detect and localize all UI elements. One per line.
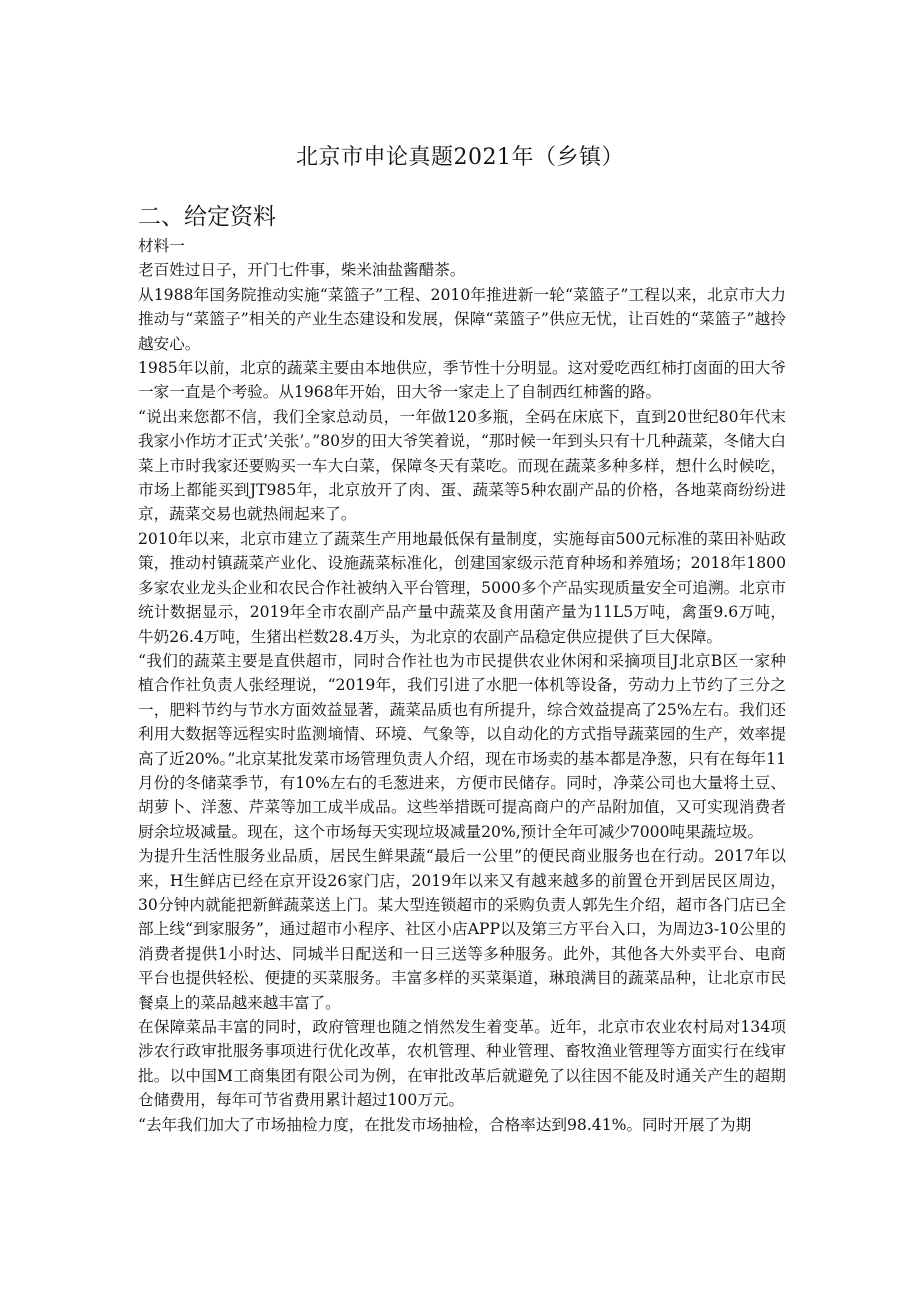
paragraph: 老百姓过日子，开门七件事，柴米油盐酱醋茶。 <box>138 261 466 280</box>
paragraph: 1985年以前，北京的蔬菜主要由本地供应，季节性十分明显。这对爱吃西红柿打卤面的田大爷一家一直是个考验。从1968年开始，田大爷一家走上了自制西红柿酱的路。 <box>138 359 786 402</box>
paragraph: 2010年以来，北京市建立了蔬菜生产用地最低保有量制度，实施每亩500元标准的菜田补贴政策，推动村镇蔬菜产业化、设施蔬菜标准化，创建国家级示范育种场和养殖场；2018年1800多家农业龙头企业和农民合作社被纳入平台管理，5000多个产品实现质量安全可追溯。北京市统计数据显示，2019年全市农副产品产量中蔬菜及食用菌产量为11L5万吨，禽蛋9.6万吨，牛奶26.4万吨，生猪出栏数28.4万头，为北京的农副产品稳定供应提供了巨大保障。 <box>138 529 786 646</box>
paragraph: 为提升生活性服务业品质，居民生鲜果蔬“最后一公里”的便民商业服务也在行动。2017年以来，H生鲜店已经在京开设26家门店，2019年以来又有越来越多的前置仓开到居民区周边，30分钟内就能把新鲜蔬菜送上门。某大型连锁超市的采购负责人郭先生介绍，超市各门店已全部上线“到家服务”，通过超市小程序、社区小店APP以及第三方平台入口，为周边3-10公里的消费者提供1小时达、同城半日配送和一日三送等多种服务。此外，其他各大外卖平台、电商平台也提供轻松、便捷的买菜服务。丰富多样的买菜渠道，琳琅满目的蔬菜品种，让北京市民餐桌上的菜品越来越丰富了。 <box>138 847 786 1012</box>
paragraph: 在保障菜品丰富的同时，政府管理也随之悄然发生着变革。近年，北京市农业农村局对134项涉农行政审批服务事项进行优化改革，农机管理、种业管理、畜牧渔业管理等方面实行在线审批。以中国M工商集团有限公司为例，在审批改革后就避免了以往因不能及时通关产生的超期仓储费用，每年可节省费用累计超过100万元。 <box>138 1018 786 1110</box>
paragraph: “我们的蔬菜主要是直供超市，同时合作社也为市民提供农业休闲和采摘项目J北京B区一家种植合作社负责人张经理说，“2019年，我们引进了水肥一体机等设备，劳动力上节约了三分之一，肥料节约与节水方面效益显著，蔬菜品质也有所提升，综合效益提高了25%左右。我们还利用大数据等远程实时监测墒情、环境、气象等，以自动化的方式指导蔬菜园的生产，效率提高了近20%。”北京某批发菜市场管理负责人介绍，现在市场卖的基本都是净葱，只有在每年11月份的冬储菜季节，有10%左右的毛葱进来，方便市民储存。同时，净菜公司也大量将土豆、胡萝卜、洋葱、芹菜等加工成半成品。这些举措既可提高商户的产品附加值，又可实现消费者厨余垃圾减量。现在，这个市场每天实现垃圾减量20%,预计全年可减少7000吨果蔬垃圾。 <box>138 651 786 841</box>
section-heading: 二、给定资料 <box>138 204 276 230</box>
document-body <box>138 234 786 1137</box>
paragraph: 从1988年国务院推动实施“菜篮子”工程、2010年推进新一轮“菜篮子”工程以来，北京市大力推动与“菜篮子”相关的产业生态建设和发展，保障“菜篮子”供应无忧，让百姓的“菜篮子”越拎越安心。 <box>138 285 786 353</box>
paragraph: “去年我们加大了市场抽检力度，在批发市场抽检，合格率达到98.41%。同时开展了为期 <box>138 1115 752 1134</box>
material-label: 材料一 <box>138 237 185 255</box>
paragraph: “说出来您都不信，我们全家总动员，一年做120多瓶，全码在床底下，直到20世纪80年代末我家小作坊才正式’关张’。”80岁的田大爷笑着说，“那时候一年到头只有十几种蔬菜，冬储大白菜上市时我家还要购买一车大白菜，保障冬天有菜吃。而现在蔬菜多种多样，想什么时候吃，市场上都能买到JT985年，北京放开了肉、蛋、蔬菜等5种农副产品的价格，各地菜商纷纷进京，蔬菜交易也就热闹起来了。 <box>138 407 786 524</box>
document-title: 北京市申论真题2021年（乡镇） <box>296 145 624 170</box>
